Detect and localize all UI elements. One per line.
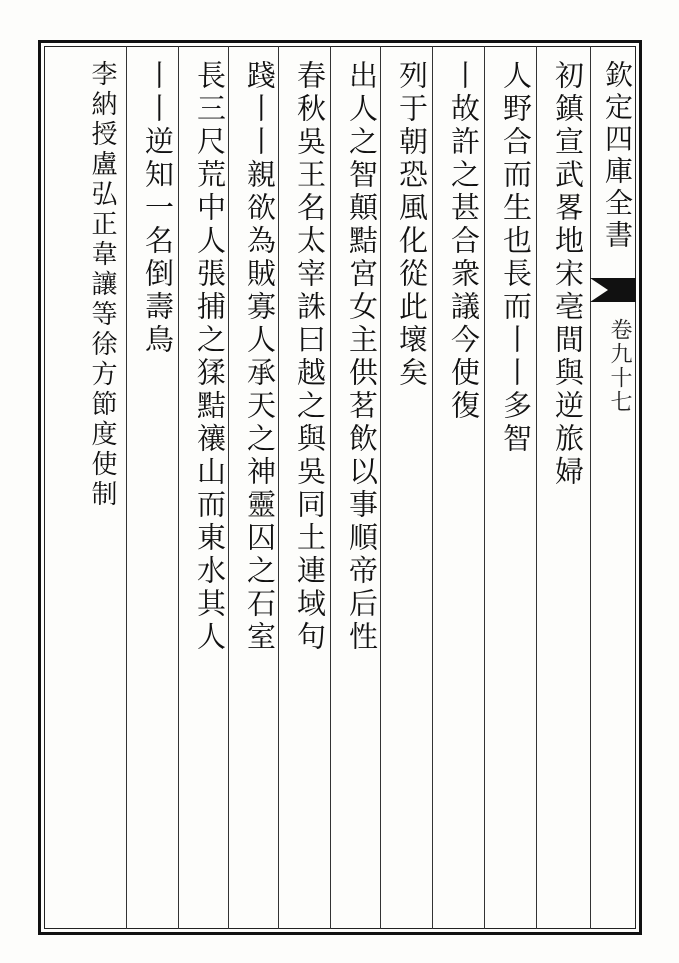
text-column: 丨故許之甚合衆議今使復 [447,60,481,423]
text-column: 列于朝恐風化從此壞矣 [395,60,429,390]
text-column: 李納授盧弘正韋讓等徐方節度使制 [87,60,117,510]
text-column: 初鎮宣武畧地宋亳間與逆旅婦 [551,60,585,489]
text-column: 踐丨丨親欲為賊寡人承天之神靈囚之石室 [243,60,277,654]
text-column: 長三尺荒中人張捕之猱黠禳山而東水其人 [193,60,227,654]
text-column: 人野合而生也長而丨丨多智 [499,60,533,456]
fishtail-mark-icon [590,270,636,310]
book-title: 欽定四庫全書 [601,60,634,252]
column-divider [126,46,127,929]
text-column: 丨丨逆知一名倒壽鳥 [141,60,175,357]
text-column: 出人之智顛黠宮女主供茗飲以事順帝后性 [345,60,379,654]
volume-label: 卷九十七 [607,318,632,414]
text-column: 春秋吳王名太宰誅曰越之與吳同土連域句 [293,60,327,654]
